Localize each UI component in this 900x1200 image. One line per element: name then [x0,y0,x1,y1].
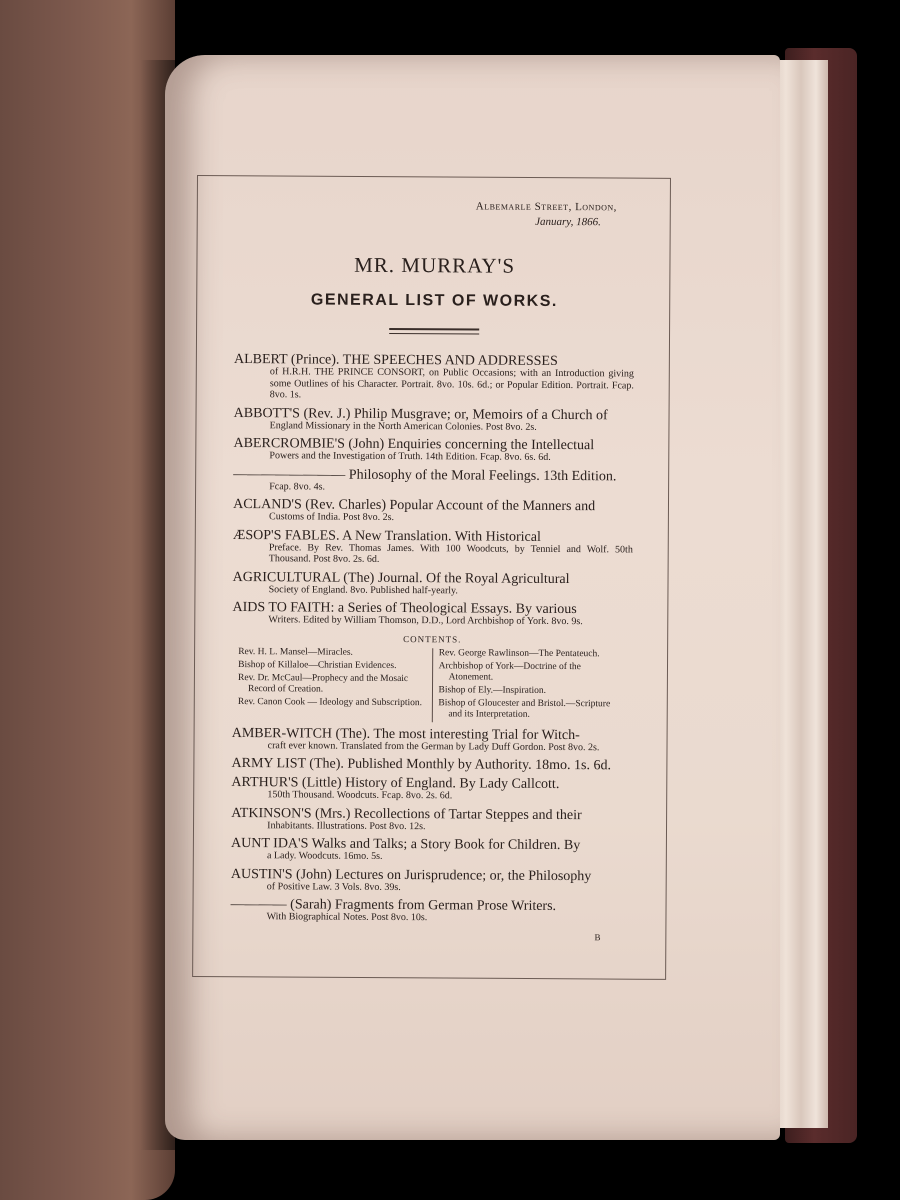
list-item [231,806,631,833]
page-subtitle: GENERAL LIST OF WORKS. [310,291,558,310]
entry-body: Inhabitants. Illustrations. Post 8vo. 12s. [267,819,426,832]
list-item [233,437,633,464]
entry-head: ———— (Sarah) Fragments from German Prose Writers. [230,896,557,914]
list-item [233,498,633,525]
list-item [233,570,633,597]
address-street: Albemarle Street, London, [475,200,617,214]
entry-head: ÆSOP'S FABLES. A New Translation. With Historical [232,527,541,545]
contents-table [232,646,632,722]
entry-body: Preface. By Rev. Thomas James. With 100 Woodcuts, by Tenniel and Wolf. 50th Thousand. Post 8vo. 2s. 6d. [268,541,633,565]
list-item [231,867,631,894]
contents-item: Bishop of Killaloe—Christian Evidences. [238,659,397,671]
entry-body: Fcap. 8vo. 4s. [269,480,326,493]
entry-body: Society of England. 8vo. Published half-yearly. [268,583,458,596]
entry-head: AUSTIN'S (John) Lectures on Jurisprudence; or, the Philosophy [230,866,592,884]
entry-body: of H.R.H. THE PRINCE CONSORT, on Public Occasions; with an Introduction giving some Outlines of his Character. Portrait. 8vo. 10s. 6d.; or Popular Edition. Portrait. Fcap. 8vo. 1s. [269,366,634,401]
entry-head: AUNT IDA'S Walks and Talks; a Story Book for Children. By [231,835,581,854]
entry-head: ACLAND'S (Rev. Charles) Popular Account of the Manners and [233,496,596,515]
entry-head: ARTHUR'S (Little) History of England. By Lady Callcott. [231,774,560,792]
entry-head: AGRICULTURAL (The) Journal. Of the Royal Agricultural [232,569,570,587]
entry-body: With Biographical Notes. Post 8vo. 10s. [266,911,428,924]
list-item [232,726,632,753]
contents-left-column [232,646,432,721]
page-title: MR. MURRAY'S [354,252,516,278]
entry-body: of Positive Law. 3 Vols. 8vo. 39s. [266,880,401,893]
list-item [231,898,631,925]
list-item [231,776,631,803]
entry-head: ABERCROMBIE'S (John) Enquiries concerning the Intellectual [233,435,595,454]
contents-right-column [431,648,632,723]
entry-body: a Lady. Woodcuts. 16mo. 5s. [266,850,383,862]
entry-head: AIDS TO FAITH: a Series of Theological Essays. By various [232,599,577,618]
list-item [234,406,634,433]
contents-item: Rev. Canon Cook — Ideology and Subscription. [237,696,423,708]
entry-head: ARMY LIST (The). Published Monthly by Authority. 18mo. 1s. 6d. [231,755,612,774]
title-rule [389,328,479,335]
entry-head: ALBERT (Prince). THE SPEECHES AND ADDRESSES [233,351,558,369]
entry-body: craft ever known. Translated from the German by Lady Duff Gordon. Post 8vo. 2s. [267,739,600,753]
signature-mark: B [594,931,601,942]
contents-item: Rev. George Rawlinson—The Pentateuch. [438,647,600,659]
list-item [232,601,632,628]
entry-body: England Missionary in the North American Colonies. Post 8vo. 2s. [269,419,537,433]
entry-body: Customs of India. Post 8vo. 2s. [269,511,395,523]
page-content [230,198,635,944]
list-item [234,353,634,403]
entry-head: AMBER-WITCH (The). The most interesting Trial for Witch- [231,725,580,743]
contents-label: CONTENTS. [403,633,462,644]
list-item [232,757,632,772]
list-item [233,528,633,566]
entry-body: Writers. Edited by William Thomson, D.D., Lord Archbishop of York. 8vo. 9s. [268,614,583,628]
entry-head: ATKINSON'S (Mrs.) Recollections of Tartar Steppes and their [231,805,582,823]
contents-item: Rev. H. L. Mansel—Miracles. [238,646,353,658]
entry-body: Powers and the Investigation of Truth. 14th Edition. Fcap. 8vo. 6s. 6d. [269,450,551,463]
list-item [233,467,633,494]
entry-head: ———————— Philosophy of the Moral Feelings. 13th Edition. [233,466,617,484]
contents-item: Rev. Dr. McCaul—Prophecy and the Mosaic Record of Creation. [238,672,409,695]
list-item [231,837,631,864]
entry-body: 150th Thousand. Woodcuts. Fcap. 8vo. 2s. 6d. [267,789,453,802]
address-date: January, 1866. [535,215,601,229]
contents-item: Bishop of Gloucester and Bristol.—Scripture and its Interpretation. [438,697,611,720]
contents-item: Archbishop of York—Doctrine of the Atonement. [438,660,581,683]
entries-list [230,353,634,944]
contents-item: Bishop of Ely.—Inspiration. [438,684,547,696]
entry-head: ABBOTT'S (Rev. J.) Philip Musgrave; or, Memoirs of a Church of [233,405,608,423]
address-block [235,198,635,230]
